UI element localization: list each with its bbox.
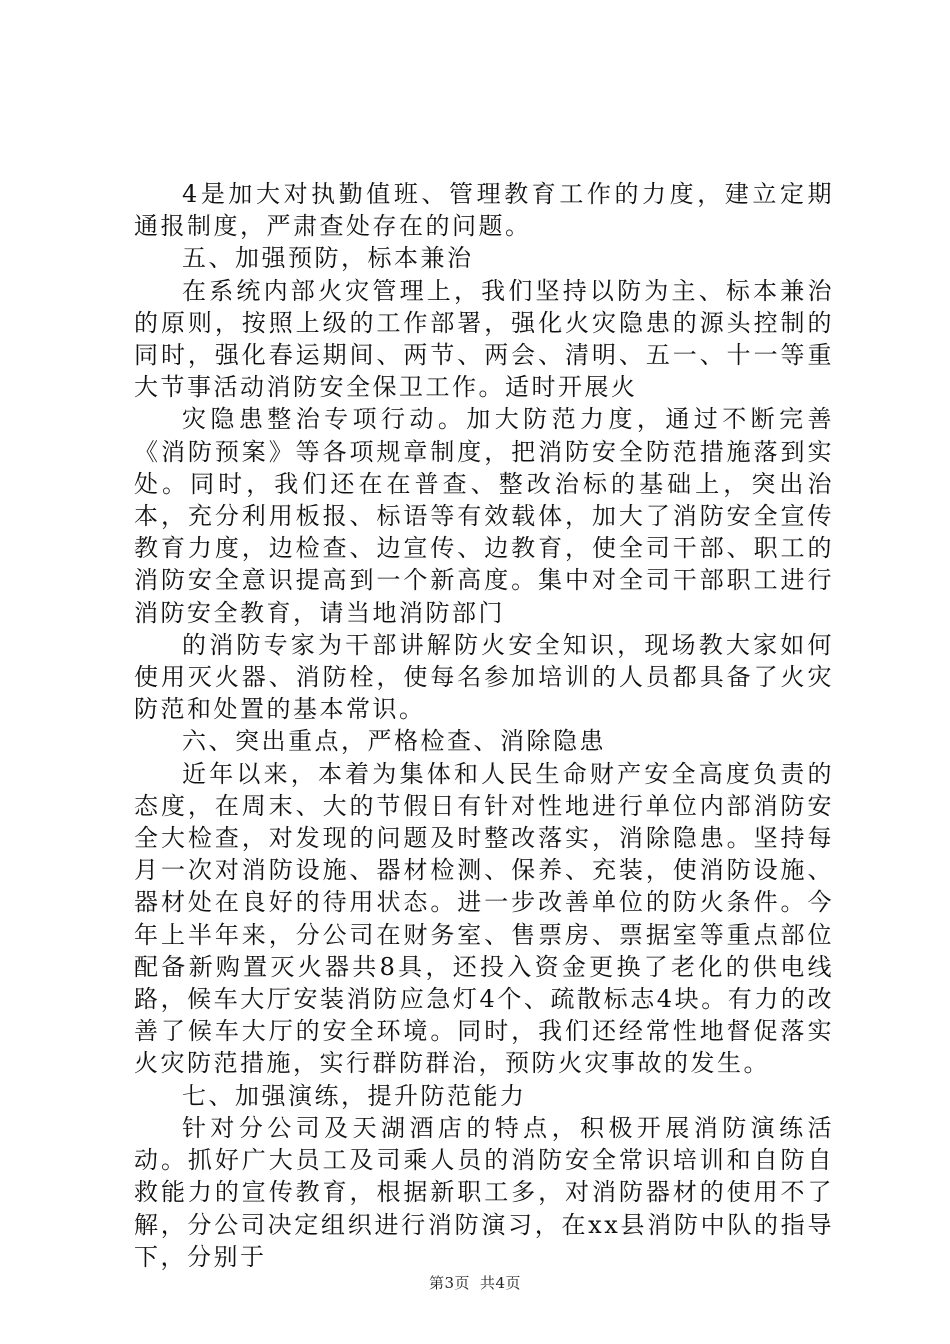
section-heading-6: 六、突出重点，严格检查、消除隐患 bbox=[182, 727, 606, 756]
section-heading-7: 七、加强演练，提升防范能力 bbox=[182, 1081, 527, 1110]
document-body bbox=[134, 178, 834, 1273]
page-footer bbox=[0, 1272, 950, 1293]
paragraph-5: 近年以来，本着为集体和人民生命财产安全高度负责的态度，在周末、大的节假日有针对性地进行单位内部消防安全大检查，对发现的问题及时整改落实，消除隐患。坚持每月一次对消防设施、器材检测、保养、充装，使消防设施、器材处在良好的待用状态。进一步改善单位的防火条件。今年上半年来，分公司在财务室、售票房、票据室等重点部位配备新购置灭火器共8具，还投入资金更换了老化的供电线路，候车大厅安装消防应急灯4个、疏散标志4块。有力的改善了候车大厅的安全环境。同时，我们还经常性地督促落实火灾防范措施，实行群防群治，预防火灾事故的发生。 bbox=[134, 759, 834, 1078]
page-total: 共4页 bbox=[480, 1274, 522, 1292]
paragraph-4: 的消防专家为干部讲解防火安全知识，现场教大家如何使用灭火器、消防栓，使每名参加培训的人员都具备了火灾防范和处置的基本常识。 bbox=[134, 630, 834, 724]
paragraph-2: 在系统内部火灾管理上，我们坚持以防为主、标本兼治的原则，按照上级的工作部署，强化火灾隐患的源头控制的同时，强化春运期间、两节、两会、清明、五一、十一等重大节事活动消防安全保卫工作。适时开展火 bbox=[134, 276, 834, 402]
paragraph-6: 针对分公司及天湖酒店的特点，积极开展消防演练活动。抓好广大员工及司乘人员的消防安全常识培训和自防自救能力的宣传教育，根据新职工多，对消防器材的使用不了解，分公司决定组织进行消防演习，在xx县消防中队的指导下，分别于 bbox=[134, 1113, 834, 1271]
paragraph-3: 灾隐患整治专项行动。加大防范力度，通过不断完善《消防预案》等各项规章制度，把消防安全防范措施落到实处。同时，我们还在在普查、整改治标的基础上，突出治本，充分利用板报、标语等有效载体，加大了消防安全宣传教育力度，边检查、边宣传、边教育，使全司干部、职工的消防安全意识提高到一个新高度。集中对全司干部职工进行消防安全教育，请当地消防部门 bbox=[134, 405, 834, 627]
paragraph-1: 4是加大对执勤值班、管理教育工作的力度，建立定期通报制度，严肃查处存在的问题。 bbox=[134, 180, 834, 241]
page-number: 第3页 bbox=[428, 1274, 470, 1292]
section-heading-5: 五、加强预防，标本兼治 bbox=[182, 244, 474, 273]
